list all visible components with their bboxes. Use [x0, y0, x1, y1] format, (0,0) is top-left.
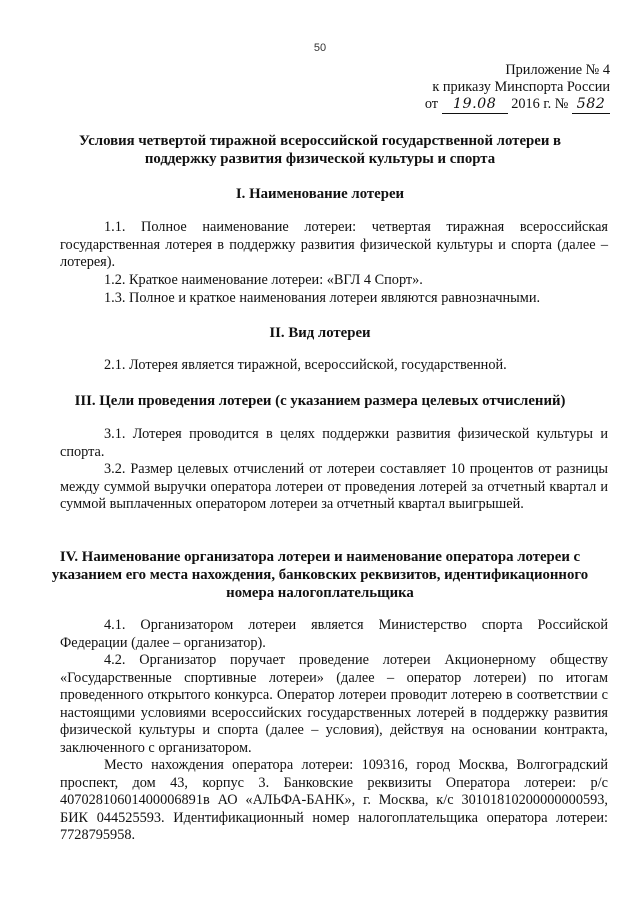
handwritten-date: 19.08 [442, 96, 508, 114]
appendix-date-line [425, 96, 610, 114]
section-2-heading: II. Вид лотереи [269, 325, 371, 341]
appendix-title: Приложение № 4 [505, 62, 610, 78]
document-title: Условия четвертой тиражной всероссийской государственной лотереи в поддержку развития физической культуры и спорта [78, 133, 562, 167]
page-number: 50 [313, 42, 327, 54]
paragraph-4-1: 4.1. Организатором лотереи является Министерство спорта Российской Федерации (далее – организатор). [60, 617, 608, 651]
section-1-heading: I. Наименование лотереи [235, 186, 405, 202]
appendix-order-ref: к приказу Минспорта России [432, 79, 610, 95]
paragraph-1-2: 1.2. Краткое наименование лотереи: «ВГЛ 4 Спорт». [104, 272, 423, 288]
section-4-heading: IV. Наименование организатора лотереи и наименование оператора лотереи с указанием его места нахождения, банковских реквизитов, идентификационного номера налогоплательщика [51, 549, 589, 601]
paragraph-3-2: 3.2. Размер целевых отчислений от лотереи составляет 10 процентов от разницы между суммой выручки оператора лотереи от проведения лотерей за отчетный квартал и суммой выплаченных оператором лотереи за отчетный квартал выигрышей. [60, 461, 608, 513]
paragraph-4-2: 4.2. Организатор поручает проведение лотереи Акционерному обществу «Государственные спортивные лотереи» (далее – оператор лотереи) по итогам проведенного открытого конкурса. Оператор лотереи проводит лотерею в соответствии с настоящими условиями всероссийских государственных лотерей в поддержку развития физической культуры и спорта (далее – условия), действуя на основании контракта, заключенного с организатором. [60, 652, 608, 756]
handwritten-order-number: 582 [572, 96, 610, 114]
appendix-block [425, 62, 610, 114]
date-prefix: от [424, 96, 439, 112]
year-text: 2016 г. № [511, 96, 569, 112]
paragraph-3-1: 3.1. Лотерея проводится в целях поддержки развития физической культуры и спорта. [60, 426, 608, 460]
paragraph-2-1: 2.1. Лотерея является тиражной, всероссийской, государственной. [104, 357, 507, 373]
paragraph-4-3: Место нахождения оператора лотереи: 109316, город Москва, Волгоградский проспект, дом 43, корпус 3. Банковские реквизиты Оператора лотереи: р/с 40702810601400006891в АО «АЛЬФА-БАНК», г. Москва, к/с 30101810200000000593, БИК 044525593. Идентификационный номер налогоплательщика оператора лотереи: 7728795958. [60, 757, 608, 844]
paragraph-1-1: 1.1. Полное наименование лотереи: четвертая тиражная всероссийская государственная лотерея в поддержку развития физической культуры и спорта (далее – лотерея). [60, 219, 608, 271]
paragraph-1-3: 1.3. Полное и краткое наименования лотереи являются равнозначными. [104, 290, 541, 306]
section-3-heading: III. Цели проведения лотереи (с указанием размера целевых отчислений) [74, 393, 566, 409]
